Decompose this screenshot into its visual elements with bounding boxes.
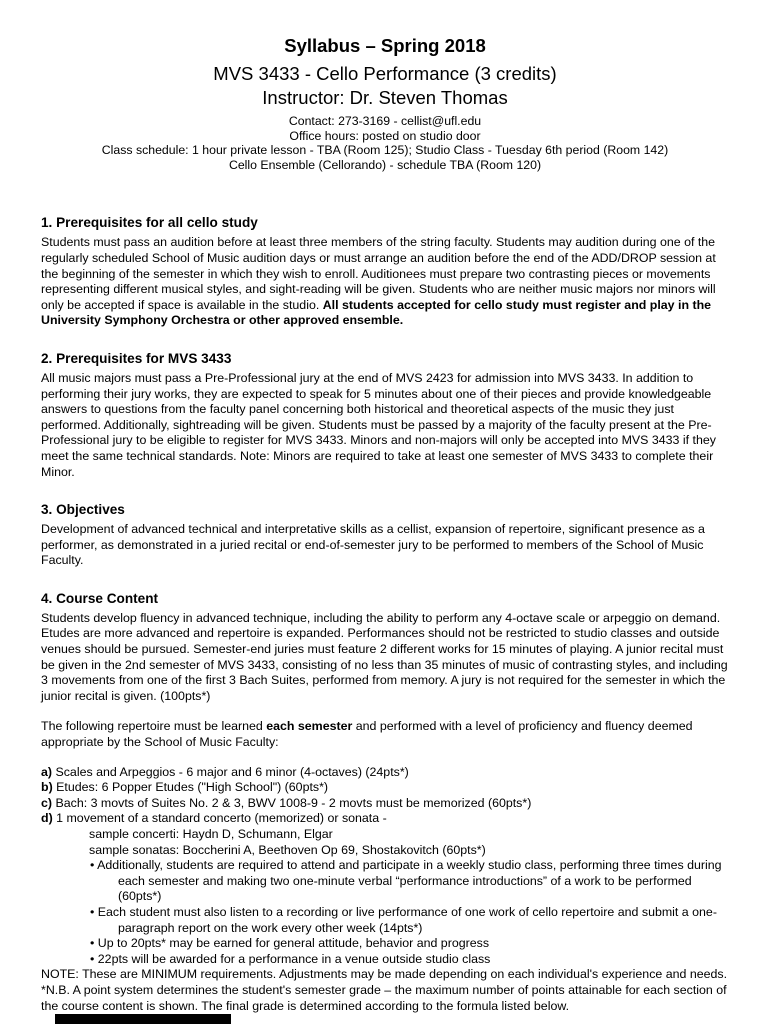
requirement-label-b: b) <box>41 780 53 795</box>
requirement-text-a: Scales and Arpeggios - 6 major and 6 minor (4-octaves) (24pts*) <box>52 764 409 779</box>
ensemble-schedule-line: Cello Ensemble (Cellorando) - schedule TBA (Room 120) <box>228 157 542 172</box>
instructor-line: Instructor: Dr. Steven Thomas <box>262 87 508 108</box>
bullet-attitude-points: • Up to 20pts* may be earned for general attitude, behavior and progress <box>90 936 490 951</box>
repertoire-intro-paragraph <box>41 719 729 750</box>
repertoire-intro-text: The following repertoire must be learned <box>41 719 267 734</box>
sample-concerti-line: sample concerti: Haydn D, Schumann, Elgar <box>89 827 333 841</box>
section-2-heading: 2. Prerequisites for MVS 3433 <box>41 350 232 366</box>
next-page-edge-bar <box>55 1014 231 1024</box>
section-1-body-bold-text: All students accepted for cello study must register and play in the University Symphony Orchestra or other approved ensemble. <box>41 297 712 328</box>
repertoire-intro-bold-text: each semester <box>266 719 353 734</box>
section-3-heading: 3. Objectives <box>41 502 125 518</box>
section-2-body: All music majors must pass a Pre-Professional jury at the end of MVS 2423 for admission into MVS 3433. In addition to performing their jury works, they are expected to speak for 5 minutes about one of their pieces and provide knowledgeable answers to questions from the faculty panel concerning both historical and theoretical aspects of the music they just performed. Additionally, sightreading will be given. Students must be passed by a majority of the faculty present at the Pre-Professional jury to be eligible to register for MVS 3433. Minors and non-majors will only be accepted into MVS 3433 if they meet the same technical standards. Note: Minors are required to take at least one semester of MVS 3433 to complete their Minor. <box>41 370 716 479</box>
course-title: MVS 3433 - Cello Performance (3 credits) <box>213 63 557 84</box>
class-schedule-line: Class schedule: 1 hour private lesson - TBA (Room 125); Studio Class - Tuesday 6th period (Room 142) <box>101 143 669 158</box>
bullet-studio-class-participation: • Additionally, students are required to attend and participate in a weekly studio class, performing three times during each semester and making two one-minute verbal “performance introductions” of a work to be performed (60pts*) <box>90 858 722 904</box>
section-4-heading: 4. Course Content <box>41 590 159 606</box>
requirement-label-a: a) <box>41 764 53 779</box>
document-title: Syllabus – Spring 2018 <box>284 35 486 56</box>
requirement-label-c: c) <box>41 795 53 810</box>
requirement-item-scales <box>41 765 729 781</box>
section-prerequisites-all-cello-study <box>41 214 729 329</box>
document-header <box>41 34 729 172</box>
contact-line: Contact: 273-3169 - cellist@ufl.edu <box>288 114 482 128</box>
section-3-body: Development of advanced technical and interpretative skills as a cellist, expansion of repertoire, significant presence as a performer, as demonstrated in a juried recital or end-of-semester jury to be performed to members of the School of Music Faculty. <box>41 522 705 568</box>
requirement-text-c: Bach: 3 movts of Suites No. 2 & 3, BWV 1008-9 - 2 movts must be memorized (60pts*) <box>52 795 532 810</box>
bullet-listening-report: • Each student must also listen to a recording or live performance of one work of cello repertoire and submit a one-paragraph report on the work every other week (14pts*) <box>90 904 717 935</box>
requirement-text-b: Etudes: 6 Popper Etudes ("High School") (60pts*) <box>52 780 329 795</box>
requirement-item-etudes <box>41 780 729 796</box>
section-prerequisites-mvs-3433 <box>41 350 729 480</box>
section-4-body: Students develop fluency in advanced technique, including the ability to perform any 4-octave scale or arpeggio on demand. Etudes are more advanced and repertoire is expanded. Performances should not be restricted to studio classes and outside venues should be pursued. Semester-end juries must feature 2 different works for 15 minutes of playing. A junior recital must be given in the 2nd semester of MVS 3433, consisting of no less than 35 minutes of music of contrasting styles, and including 3 movements from one of the first 3 Bach Suites, performed from memory. A jury is not required for the semester in which the junior recital is given. (100pts*) <box>41 610 728 703</box>
section-course-content <box>41 590 729 1014</box>
office-hours-line: Office hours: posted on studio door <box>289 128 481 143</box>
requirement-item-concerto <box>41 811 729 827</box>
note-point-system: *N.B. A point system determines the student's semester grade – the maximum number of points attainable for each section of the course content is shown. The final grade is determined according to the formula listed below. <box>41 982 727 1013</box>
section-1-body-text: Students must pass an audition before at least three members of the string faculty. Students may audition during one of the regularly scheduled School of Music audition days or must arrange an audition before the end of the ADD/DROP session at the beginning of the semester in which they wish to enroll. Auditionees must prepare two contrasting pieces or movements representing different musical styles, and sight-reading will be given. Students who are neither music majors nor minors will only be accepted if space is available in the studio. <box>41 235 716 312</box>
repertoire-requirements-list <box>41 765 729 1015</box>
repertoire-intro-text-2: and performed with a level of proficiency and fluency deemed appropriate by the School of Music Faculty: <box>41 719 693 750</box>
note-minimum-requirements: NOTE: These are MINIMUM requirements. Adjustments may be made depending on each individual's experience and needs. <box>41 967 728 982</box>
sample-sonatas-line: sample sonatas: Boccherini A, Beethoven Op 69, Shostakovitch (60pts*) <box>89 842 486 857</box>
bullet-outside-venue-points: • 22pts will be awarded for a performance in a venue outside studio class <box>90 951 491 966</box>
requirement-text-d: 1 movement of a standard concerto (memorized) or sonata - <box>52 811 387 826</box>
section-1-body <box>41 235 729 329</box>
section-1-heading: 1. Prerequisites for all cello study <box>41 215 258 231</box>
requirement-item-bach <box>41 796 729 812</box>
section-objectives <box>41 501 729 569</box>
requirement-label-d: d) <box>41 811 53 826</box>
